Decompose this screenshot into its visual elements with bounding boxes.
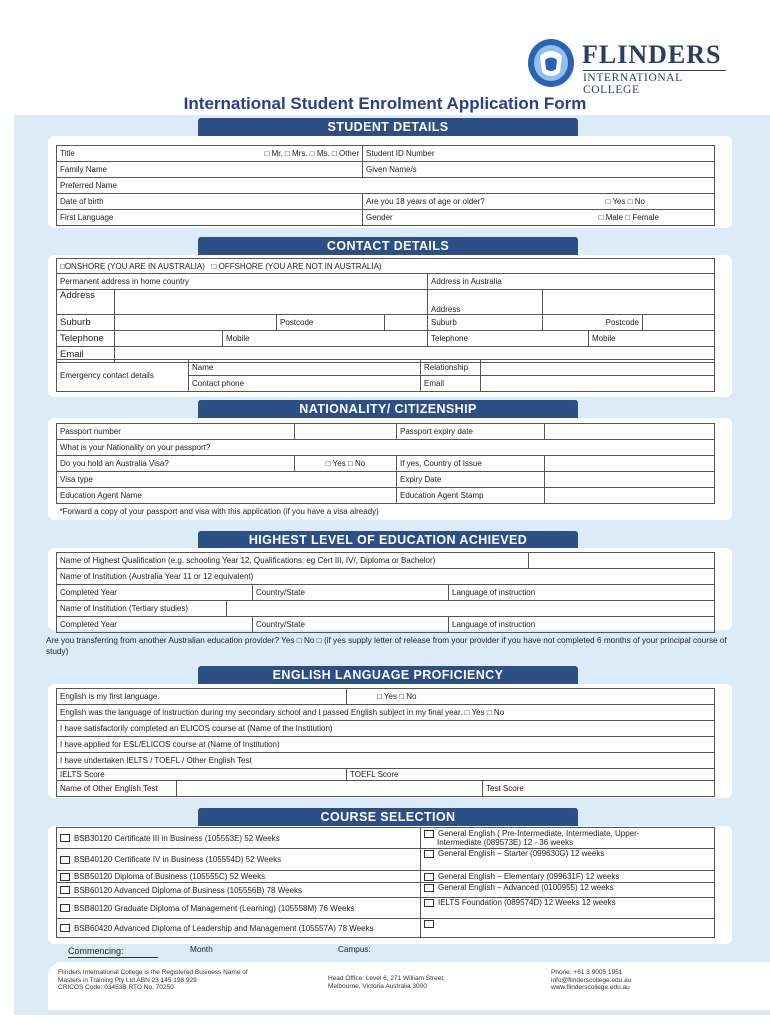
- postcode-aus-input[interactable]: [643, 315, 715, 331]
- course-bsb80120[interactable]: [57, 898, 421, 919]
- ielts-score-field[interactable]: IELTS Score: [57, 769, 347, 781]
- form-title: International Student Enrolment Application Form: [183, 94, 587, 113]
- nationality-field[interactable]: What is your Nationality on your passport?: [57, 440, 715, 456]
- footer-website[interactable]: www.flinderscollege.edu.au: [551, 984, 630, 991]
- school-institution-field[interactable]: Name of Institution (Australia Year 11 or 12 equivalent): [57, 569, 715, 585]
- elicos-applied-field[interactable]: I have applied for ESL/ELICOS course at (Name of Institution): [57, 737, 715, 753]
- preferred-name-field[interactable]: Preferred Name: [57, 178, 715, 194]
- passport-expiry-label: Passport expiry date: [397, 424, 545, 440]
- transfer-question: Are you transferring from another Australian education provider? Yes □ No □ (if yes supply letter of release from your provider if you have not completed 6 months of your principal course of study): [46, 636, 727, 656]
- suburb-label: Suburb: [57, 315, 115, 331]
- footer-line: Flinders International College is the Registered Business Name of: [58, 969, 248, 976]
- gender-label: Gender: [366, 213, 393, 222]
- course-other[interactable]: [421, 919, 715, 938]
- contact-phone-field[interactable]: Contact phone: [189, 376, 421, 392]
- language-instruction-field[interactable]: Language of instruction: [449, 585, 715, 601]
- section-contact-header: CONTACT DETAILS: [198, 237, 578, 255]
- mobile-aus-field[interactable]: Mobile: [589, 331, 715, 347]
- commencing-label: Commencing:: [68, 946, 158, 958]
- highest-qualification-label: Name of Highest Qualification (e.g. schooling Year 12, Qualifications: eg Cert III, IV/, Diploma or Bachelor): [57, 553, 529, 569]
- course-table: [56, 827, 715, 938]
- course-ielts-foundation-label: IELTS Foundation (089574D) 12 Weeks 12 weeks: [438, 898, 616, 907]
- english-secondary-field[interactable]: English was the language of instruction during my secondary school and I passed English subject in my final year. □ Yes □ No: [57, 705, 715, 721]
- completed-year-tertiary-field[interactable]: Completed Year: [57, 617, 253, 633]
- gender-options[interactable]: □ Male □ Female: [598, 213, 659, 222]
- passport-note: *Forward a copy of your passport and visa with this application (if you have a visa already): [59, 507, 379, 516]
- highest-qualification-input[interactable]: [529, 553, 715, 569]
- course-general-english-elementary[interactable]: [421, 871, 715, 883]
- course-bsb80120-label: BSB80120 Graduate Diploma of Management (Learning) (105558M) 76 Weeks: [74, 903, 355, 913]
- emergency-name-field[interactable]: Name: [189, 360, 421, 376]
- checkbox-icon[interactable]: [424, 830, 434, 838]
- toefl-score-field[interactable]: TOEFL Score: [347, 769, 715, 781]
- visa-yes-no[interactable]: □ Yes □ No: [295, 456, 397, 472]
- course-bsb60120[interactable]: [57, 883, 421, 898]
- college-logo: [526, 36, 726, 96]
- passport-expiry-input[interactable]: [545, 424, 715, 440]
- course-general-english-advanced[interactable]: [421, 883, 715, 898]
- footer-contact: [551, 969, 631, 992]
- agent-name-field[interactable]: Education Agent Name: [57, 488, 397, 504]
- passport-input[interactable]: [295, 424, 397, 440]
- logo-name: FLINDERS: [582, 40, 722, 69]
- footer-registration: [58, 969, 248, 992]
- shield-globe-icon: [526, 36, 576, 88]
- english-first-yes-no[interactable]: □ Yes □ No: [347, 689, 715, 705]
- telephone-label: Telephone: [57, 331, 115, 347]
- emergency-email-label: Email: [421, 376, 481, 392]
- address-aus-input[interactable]: [543, 290, 715, 315]
- education-table: [56, 552, 715, 633]
- checkbox-icon[interactable]: [60, 834, 70, 842]
- age-yes-no[interactable]: □ Yes □ No: [605, 197, 645, 206]
- course-bsb60420[interactable]: [57, 919, 421, 938]
- footer-phone: Phone: +61 3 9005 1951: [551, 969, 623, 976]
- checkbox-icon[interactable]: [60, 904, 70, 912]
- title-field[interactable]: [57, 146, 363, 162]
- section-nationality-header: NATIONALITY/ CITIZENSHIP: [198, 400, 578, 418]
- section-course-header: COURSE SELECTION: [198, 808, 578, 826]
- course-general-english-advanced-label: General English – Advanced (0100955) 12 weeks: [438, 883, 614, 892]
- course-bsb50120[interactable]: [57, 871, 421, 883]
- campus-field[interactable]: Campus:: [338, 945, 371, 954]
- section-education-header: HIGHEST LEVEL OF EDUCATION ACHIEVED: [198, 531, 578, 549]
- age-question: Are you 18 years of age or older?: [366, 197, 485, 206]
- checkbox-icon[interactable]: [424, 884, 434, 892]
- language-instruction-tertiary-field[interactable]: Language of instruction: [449, 617, 715, 633]
- family-name-field[interactable]: Family Name: [57, 162, 363, 178]
- perm-address-header: Permanent address in home country: [57, 274, 428, 290]
- checkbox-icon[interactable]: [424, 873, 434, 881]
- course-bsb30120-label: BSB30120 Certificate III in Business (105553E) 52 Weeks: [74, 833, 280, 843]
- age-field[interactable]: [363, 194, 715, 210]
- checkbox-icon[interactable]: [60, 886, 70, 894]
- title-options[interactable]: □ Mr. □ Mrs. □ Ms. □ Other: [264, 149, 359, 158]
- address-input[interactable]: [115, 290, 428, 315]
- telephone-aus-field[interactable]: Telephone: [428, 331, 589, 347]
- tertiary-institution-input[interactable]: [227, 601, 715, 617]
- checkbox-icon[interactable]: [60, 856, 70, 864]
- email-label: Email: [57, 347, 115, 363]
- other-test-label: Name of Other English Test: [57, 781, 177, 797]
- checkbox-icon[interactable]: [424, 920, 434, 928]
- agent-stamp-label: Education Agent Stamp: [397, 488, 545, 504]
- mobile-field[interactable]: Mobile: [223, 331, 428, 347]
- gender-field[interactable]: [363, 210, 715, 226]
- location-field[interactable]: [57, 259, 715, 274]
- course-ielts-foundation[interactable]: [421, 898, 715, 919]
- footer-email[interactable]: info@flinderscollege.edu.au: [551, 976, 632, 984]
- english-first-label: English is my first language.: [57, 689, 347, 705]
- onshore-option[interactable]: □ONSHORE (YOU ARE IN AUSTRALIA): [60, 261, 205, 271]
- course-bsb50120-label: BSB50120 Diploma of Business (105555C) 52 Weeks: [74, 872, 266, 881]
- footer-line: Head Office: Level 6, 271 William Street,: [328, 975, 445, 982]
- visa-type-field[interactable]: Visa type: [57, 472, 397, 488]
- section-student-header: STUDENT DETAILS: [198, 118, 578, 136]
- completed-year-field[interactable]: Completed Year: [57, 585, 253, 601]
- footer-line: Masters in Training Pty Ltd ABN 23 145 198 929: [58, 976, 197, 984]
- title-label: Title: [60, 149, 75, 158]
- logo-subtitle: INTERNATIONAL COLLEGE: [583, 70, 726, 96]
- country-state-field[interactable]: Country/State: [253, 585, 449, 601]
- course-bsb60420-label: BSB60420 Advanced Diploma of Leadership and Management (105557A) 78 Weeks: [74, 923, 374, 933]
- test-score-field[interactable]: Test Score: [483, 781, 715, 797]
- emergency-email-input[interactable]: [481, 376, 715, 392]
- suburb-aus-field[interactable]: Suburb: [428, 315, 543, 331]
- nationality-table: [56, 423, 715, 519]
- aus-address-header: Address in Australia: [428, 274, 715, 290]
- checkbox-icon[interactable]: [60, 924, 70, 932]
- offshore-option[interactable]: □ OFFSHORE (YOU ARE NOT IN AUSTRALIA): [211, 261, 382, 271]
- course-general-english-levels[interactable]: [421, 828, 715, 849]
- student-id-field[interactable]: Student ID Number: [363, 146, 715, 162]
- passport-label: Passport number: [57, 424, 295, 440]
- elicos-completed-field[interactable]: I have satisfactorily completed an ELICOS course at (Name of the Institution): [57, 721, 715, 737]
- course-bsb40120-label: BSB40120 Certificate IV in Business (105554D) 52 Weeks: [74, 855, 282, 864]
- postcode-label: Postcode: [277, 315, 385, 331]
- relationship-input[interactable]: [481, 360, 715, 376]
- course-general-english-levels-label: General English ( Pre-Intermediate, Intermediate, Upper-: [438, 829, 640, 838]
- emergency-label: Emergency contact details: [57, 360, 189, 392]
- emergency-table: [56, 359, 715, 392]
- visa-question: Do you hold an Australia Visa?: [57, 456, 295, 472]
- dob-field[interactable]: Date of birth: [57, 194, 363, 210]
- course-bsb60120-label: BSB60120 Advanced Diploma of Business (105556B) 78 Weeks: [74, 885, 302, 895]
- student-table: [56, 145, 715, 226]
- given-names-field[interactable]: Given Name/s: [363, 162, 715, 178]
- address-aus-label: Address: [428, 290, 543, 315]
- checkbox-icon[interactable]: [424, 899, 434, 907]
- checkbox-icon[interactable]: [60, 873, 70, 881]
- country-state-tertiary-field[interactable]: Country/State: [253, 617, 449, 633]
- relationship-label: Relationship: [421, 360, 481, 376]
- course-general-english-elementary-label: General English – Elementary (099631F) 12 weeks: [438, 872, 620, 881]
- address-label: Address: [57, 290, 115, 315]
- contact-table: [56, 258, 715, 363]
- course-bsb30120[interactable]: [57, 828, 421, 849]
- postcode-input[interactable]: [385, 315, 428, 331]
- country-issue-label: If yes, Country of Issue: [397, 456, 545, 472]
- course-general-english-starter-label: General English – Starter (099630G) 12 weeks: [438, 849, 605, 858]
- english-test-field[interactable]: I have undertaken IELTS / TOEFL / Other English Test: [57, 753, 715, 769]
- checkbox-icon[interactable]: [424, 850, 434, 858]
- footer-line: CRICOS Code: 03453B RTO No. 70250: [58, 984, 174, 991]
- suburb-input[interactable]: [115, 315, 277, 331]
- agent-stamp-input[interactable]: [545, 488, 715, 504]
- first-language-field[interactable]: First Language: [57, 210, 363, 226]
- expiry-input[interactable]: [545, 472, 715, 488]
- section-english-header: ENGLISH LANGUAGE PROFICIENCY: [198, 666, 578, 684]
- course-general-english-starter[interactable]: [421, 849, 715, 871]
- month-field[interactable]: Month: [190, 945, 213, 954]
- country-issue-input[interactable]: [545, 456, 715, 472]
- course-general-english-levels-label-2: Intermediate (089573E) 12 - 36 weeks: [437, 838, 574, 847]
- other-test-input[interactable]: [177, 781, 483, 797]
- tertiary-institution-label: Name of Institution (Tertiary studies): [57, 601, 227, 617]
- expiry-label: Expiry Date: [397, 472, 545, 488]
- footer-address: [328, 975, 445, 990]
- english-table: [56, 688, 715, 797]
- course-bsb40120[interactable]: [57, 849, 421, 871]
- postcode-aus-label: Postcode: [543, 315, 643, 331]
- telephone-input[interactable]: [115, 331, 223, 347]
- footer-line: Melbourne, Victoria Australia 3000: [328, 982, 427, 990]
